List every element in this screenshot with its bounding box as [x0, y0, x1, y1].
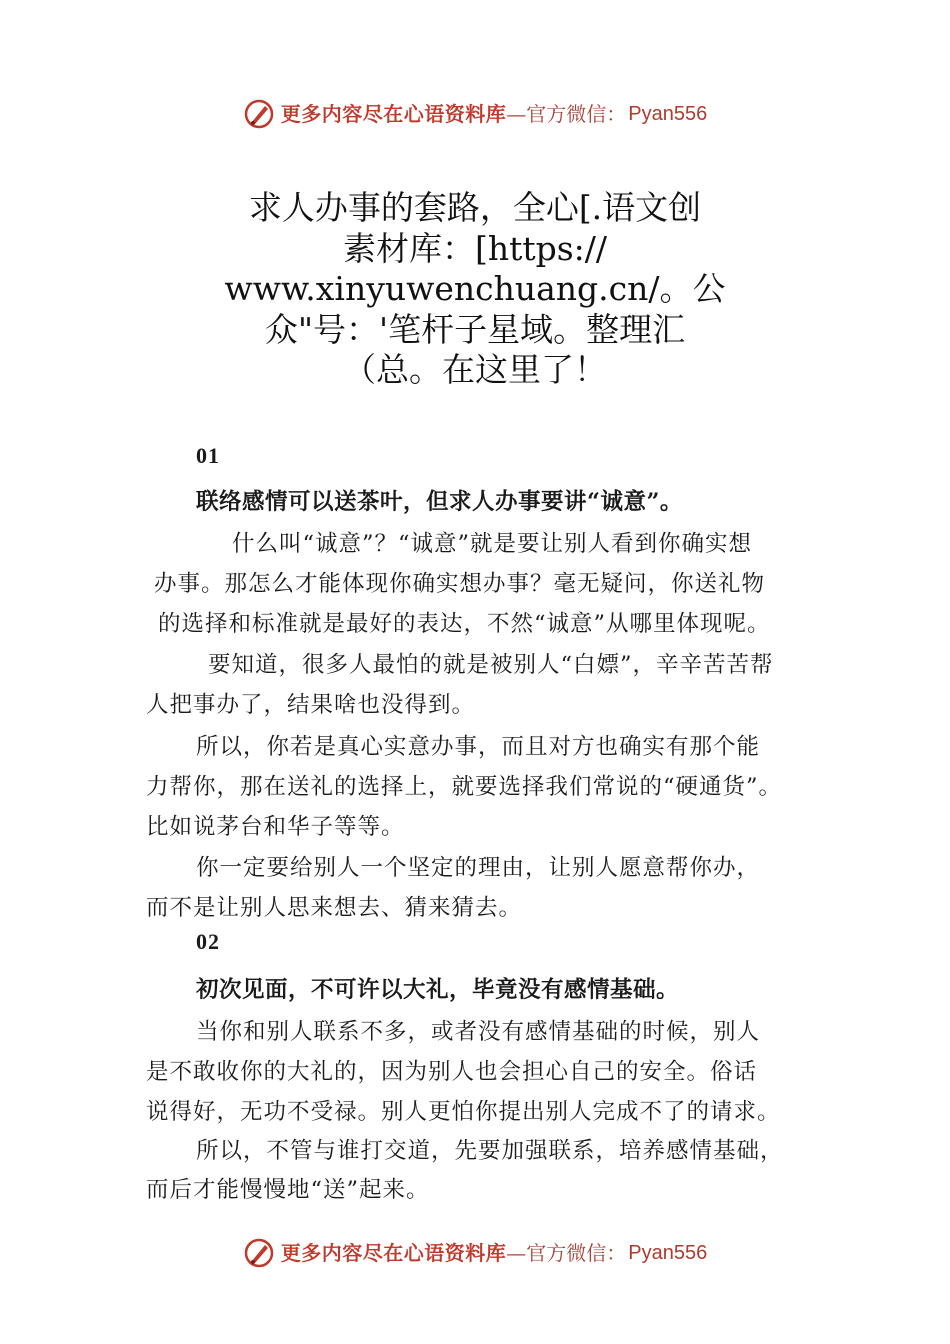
paragraph-line: 什么叫“诚意”？“诚意”就是要让别人看到你确实想	[232, 531, 753, 557]
banner-wechat-id: Pyan556	[628, 1242, 708, 1264]
paragraph-line: 而后才能慢慢地“送”起来。	[146, 1177, 430, 1203]
banner-dash: —	[506, 1241, 527, 1265]
paragraph-line: 当你和别人联系不多，或者没有感情基础的时候，别人	[196, 1019, 761, 1045]
section-heading: 联络感情可以送茶叶，但求人办事要讲“诚意”。	[196, 489, 683, 515]
paragraph-line: 说得好，无功不受禄。别人更怕你提出别人完成不了的请求。	[146, 1099, 781, 1125]
section-number: 02	[196, 929, 220, 954]
banner-main-text: 更多内容尽在心语资料库	[280, 102, 507, 126]
header-banner	[0, 98, 950, 130]
paragraph-line: 人把事办了，结果啥也没得到。	[146, 692, 476, 718]
title-line: （总。在这里了！	[343, 350, 607, 389]
paragraph-line: 你一定要给别人一个坚定的理由，让别人愿意帮你办，	[196, 855, 761, 881]
title-line: 求人办事的套路，全心[.语文创	[248, 188, 702, 227]
title-line: 素材库：[https://	[342, 228, 608, 268]
paragraph-line: 所以，不管与谁打交道，先要加强联系，培养感情基础，	[196, 1138, 784, 1164]
title-line: 众"号：'笔杆子星域。整理汇	[264, 309, 686, 349]
paragraph-line: 而不是让别人思来想去、猜来猜去。	[146, 895, 523, 921]
banner-main-text: 更多内容尽在心语资料库	[280, 1241, 507, 1265]
paragraph-line: 的选择和标准就是最好的表达，不然“诚意”从哪里体现呢。	[158, 611, 771, 637]
banner-dash: —	[506, 102, 527, 126]
paragraph-line: 力帮你，那在送礼的选择上，就要选择我们常说的“硬通货”。	[146, 774, 783, 800]
banner-sub-text: 官方微信：	[526, 1241, 627, 1265]
footer-banner	[0, 1237, 950, 1269]
pen-nib-logo-icon	[243, 98, 275, 130]
paragraph-line: 比如说茅台和华子等等。	[146, 814, 405, 840]
paragraph-line: 要知道，很多人最怕的就是被别人“白嫖”，辛辛苦苦帮	[208, 652, 774, 678]
paragraph-line: 是不敢收你的大礼的，因为别人也会担心自己的安全。俗话	[146, 1059, 758, 1085]
paragraph-line: 所以，你若是真心实意办事，而且对方也确实有那个能	[196, 734, 761, 760]
paragraph-line: 办事。那怎么才能体现你确实想办事？毫无疑问，你送礼物	[154, 571, 766, 597]
banner-wechat-id: Pyan556	[628, 103, 708, 125]
section-heading: 初次见面，不可许以大礼，毕竟没有感情基础。	[196, 977, 680, 1003]
banner-sub-text: 官方微信：	[526, 102, 627, 126]
pen-nib-logo-icon	[243, 1237, 275, 1269]
section-number: 01	[196, 443, 220, 468]
page-title	[200, 188, 750, 391]
title-line: www.xinyuwenchuang.cn/。公	[224, 269, 726, 308]
